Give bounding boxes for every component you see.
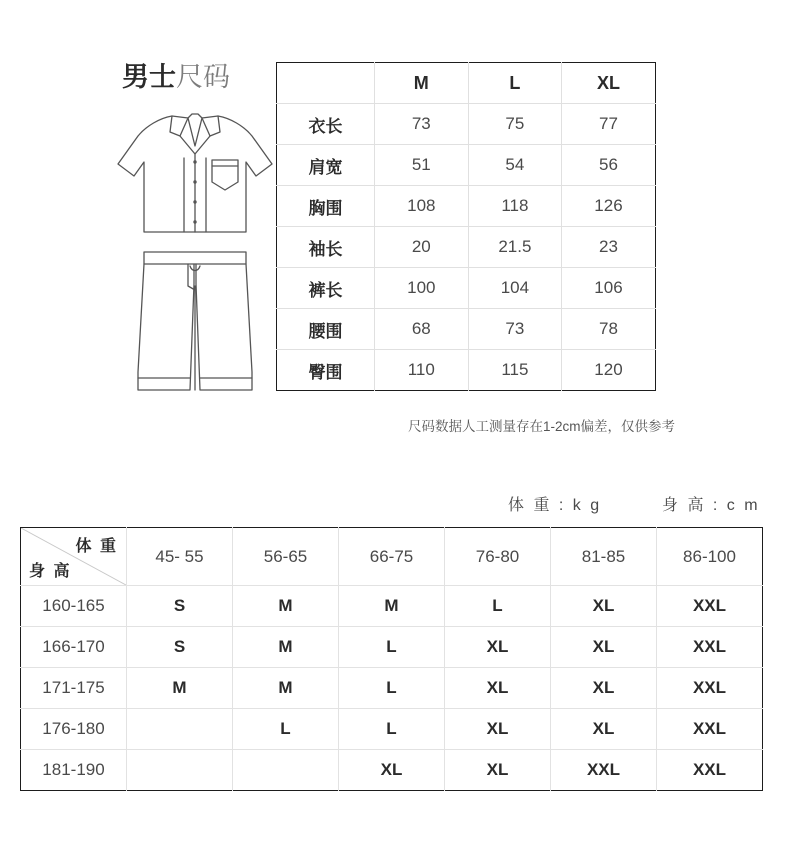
row-label-kuchang: 裤长 — [277, 268, 375, 309]
cell-xiongwei-l: 118 — [468, 186, 562, 227]
column-header-l: L — [468, 63, 562, 104]
size-cell-r1c4: L — [445, 586, 551, 627]
size-cell-r2c3: L — [339, 627, 445, 668]
row-label-tunwei: 臀围 — [277, 350, 375, 391]
weight-range-header-2: 56-65 — [233, 528, 339, 586]
weight-range-header-5: 81-85 — [551, 528, 657, 586]
size-cell-r5c6: XXL — [692, 760, 727, 779]
table-header-row — [277, 63, 656, 104]
column-header-xl: XL — [562, 63, 656, 104]
page-title-light: 尺码 — [176, 62, 230, 92]
size-cell-r5c3: XL — [339, 750, 445, 791]
weight-range-header-1: 45- 55 — [127, 528, 233, 586]
table-row — [21, 668, 763, 709]
cell-kuchang-xl: 106 — [562, 268, 656, 309]
size-cell-r2c1: S — [127, 627, 233, 668]
size-cell-r4c1 — [127, 709, 233, 750]
cell-yichang-l: 75 — [468, 104, 562, 145]
table-row — [277, 104, 656, 145]
size-cell-r3c6: XXL — [657, 668, 763, 709]
size-cell-r3c2: M — [233, 668, 339, 709]
height-range-5: 181-190 — [21, 750, 127, 791]
size-cell-r3c1: M — [127, 668, 233, 709]
table-row — [277, 350, 656, 391]
corner-label-height: 身 高 — [29, 563, 72, 580]
table-row — [277, 227, 656, 268]
size-cell-r2c4: XL — [445, 627, 551, 668]
size-cell-r3c5: XL — [551, 668, 657, 709]
cell-tunwei-l: 115 — [468, 350, 562, 391]
row-label-yaowei: 腰围 — [277, 309, 375, 350]
measurement-disclaimer: 尺码数据人工测量存在1-2cm偏差，仅供参考 — [407, 419, 675, 434]
size-cell-r1c2: M — [233, 586, 339, 627]
cell-yaowei-m: 68 — [375, 309, 469, 350]
cell-tunwei-m: 110 — [375, 350, 469, 391]
unit-label-weight: 体 重 : k g — [508, 497, 602, 514]
size-cell-r5c5: XXL — [551, 750, 657, 791]
cell-xiongwei-m: 108 — [375, 186, 469, 227]
cell-xiongwei-xl: 126 — [562, 186, 656, 227]
cell-kuchang-l: 104 — [468, 268, 562, 309]
cell-tunwei-xl: 120 — [594, 360, 623, 379]
cell-yaowei-l: 73 — [468, 309, 562, 350]
page-title — [122, 60, 230, 94]
table-row — [21, 709, 763, 750]
table-row — [277, 186, 656, 227]
corner-label-weight: 体 重 — [75, 538, 118, 555]
cell-yaowei-xl: 78 — [562, 309, 656, 350]
column-header-m: M — [375, 63, 469, 104]
cell-jiankuan-m: 51 — [375, 145, 469, 186]
size-cell-r3c3: L — [339, 668, 445, 709]
table-row — [21, 627, 763, 668]
table-row — [21, 750, 763, 791]
pajama-pants-illustration — [138, 252, 252, 390]
cell-xiuchang-xl: 23 — [562, 227, 656, 268]
size-cell-r5c4: XL — [445, 750, 551, 791]
height-range-3: 171-175 — [21, 668, 127, 709]
garment-illustration — [110, 102, 280, 397]
row-label-jiankuan: 肩宽 — [277, 145, 375, 186]
size-cell-r1c5: XL — [551, 586, 657, 627]
row-label-yichang: 衣长 — [277, 104, 375, 145]
cell-yichang-xl: 77 — [562, 104, 656, 145]
size-cell-r4c6: XXL — [657, 709, 763, 750]
size-cell-r4c2: L — [233, 709, 339, 750]
weight-range-header-4: 76-80 — [445, 528, 551, 586]
unit-label-height: 身 高 : c m — [662, 497, 761, 514]
cell-jiankuan-xl: 56 — [562, 145, 656, 186]
size-cell-r1c6: XXL — [657, 586, 763, 627]
height-range-1: 160-165 — [21, 586, 127, 627]
height-range-2: 166-170 — [21, 627, 127, 668]
table-row — [277, 309, 656, 350]
corner-blank-cell — [277, 63, 375, 104]
row-label-xiuchang: 袖长 — [277, 227, 375, 268]
weight-range-header-6: 86-100 — [657, 528, 763, 586]
size-cell-r1c1: S — [127, 586, 233, 627]
size-cell-r2c6: XXL — [657, 627, 763, 668]
page-title-strong: 男士 — [122, 62, 176, 92]
table-row — [277, 145, 656, 186]
table-row — [21, 586, 763, 627]
corner-diagonal-cell — [21, 528, 127, 586]
cell-kuchang-m: 100 — [375, 268, 469, 309]
size-cell-r4c4: XL — [445, 709, 551, 750]
size-recommendation-table — [20, 527, 763, 791]
cell-yichang-m: 73 — [375, 104, 469, 145]
size-cell-r3c4: XL — [445, 668, 551, 709]
row-label-xiongwei: 胸围 — [277, 186, 375, 227]
table-header-row — [21, 528, 763, 586]
unit-labels — [0, 492, 790, 514]
size-cell-r2c2: M — [233, 627, 339, 668]
size-cell-r4c3: L — [339, 709, 445, 750]
cell-xiuchang-m: 20 — [375, 227, 469, 268]
size-cell-r1c3: M — [339, 586, 445, 627]
size-cell-r4c5: XL — [551, 709, 657, 750]
table-row — [277, 268, 656, 309]
pajama-shirt-illustration — [118, 114, 272, 232]
size-cell-r5c1 — [127, 750, 233, 791]
garment-measurement-table — [276, 62, 656, 391]
size-cell-r5c2 — [233, 750, 339, 791]
cell-xiuchang-l: 21.5 — [468, 227, 562, 268]
weight-range-header-3: 66-75 — [339, 528, 445, 586]
size-cell-r2c5: XL — [551, 627, 657, 668]
height-range-4: 176-180 — [21, 709, 127, 750]
cell-jiankuan-l: 54 — [468, 145, 562, 186]
